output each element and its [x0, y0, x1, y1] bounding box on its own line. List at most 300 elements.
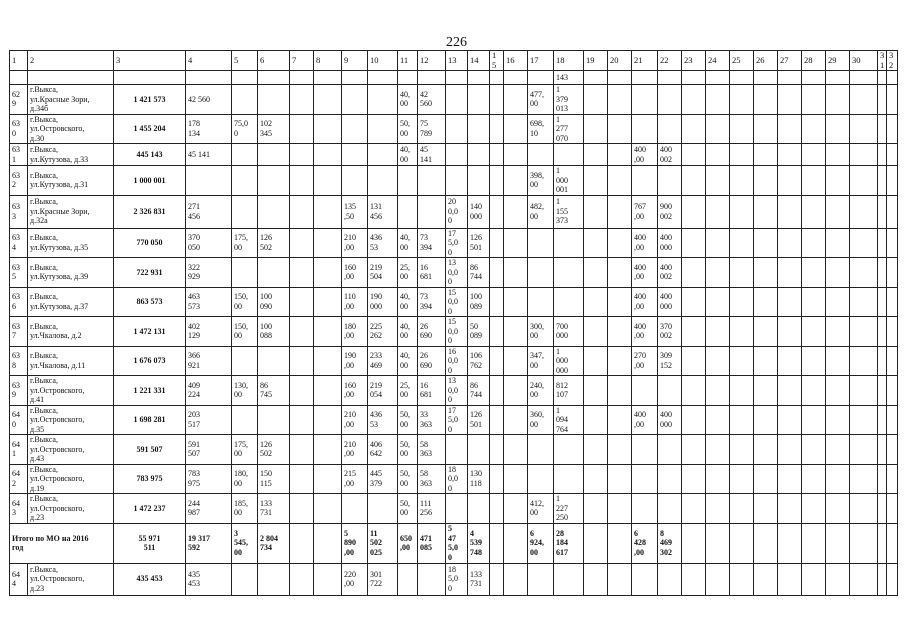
- value-cell: [682, 144, 706, 166]
- value-cell: [778, 195, 802, 228]
- value-cell: [584, 114, 608, 144]
- value-cell: [608, 195, 632, 228]
- value-cell: 406 642: [368, 435, 398, 465]
- value-cell: [584, 346, 608, 376]
- value-cell: 210 ,00: [342, 228, 368, 258]
- value-cell: [778, 317, 802, 347]
- value-cell: [490, 166, 504, 196]
- value-cell: [608, 85, 632, 115]
- value-cell: [887, 228, 898, 258]
- value-cell: [706, 195, 730, 228]
- value-cell: [878, 258, 887, 288]
- value-cell: 6 924, 00: [528, 523, 554, 563]
- value-cell: [826, 435, 850, 465]
- value-cell: 150, 00: [232, 317, 258, 347]
- value-cell: 19 317 592: [186, 523, 232, 563]
- value-cell: [468, 85, 490, 115]
- value-cell: [826, 287, 850, 317]
- column-header: 21: [632, 51, 658, 71]
- value-cell: [730, 464, 754, 494]
- value-cell: [608, 563, 632, 595]
- value-cell: [682, 258, 706, 288]
- value-cell: [504, 258, 528, 288]
- value-cell: [878, 195, 887, 228]
- value-cell: [778, 85, 802, 115]
- column-header: 2: [28, 51, 114, 71]
- value-cell: [850, 258, 878, 288]
- column-header: 28: [802, 51, 826, 71]
- value-cell: [490, 494, 504, 524]
- value-cell: [878, 144, 887, 166]
- value-cell: [778, 166, 802, 196]
- value-cell: [290, 144, 314, 166]
- value-cell: 28 184 617: [554, 523, 584, 563]
- value-cell: 178 134: [186, 114, 232, 144]
- total-row: [10, 523, 898, 563]
- value-cell: 18 0,0 0: [446, 464, 468, 494]
- value-cell: [802, 228, 826, 258]
- value-cell: [850, 523, 878, 563]
- row-number-cell: 63 4: [10, 228, 28, 258]
- value-cell: [468, 114, 490, 144]
- value-cell: [418, 166, 446, 196]
- value-cell: [258, 346, 290, 376]
- value-cell: 45 141: [418, 144, 446, 166]
- table-row: [10, 195, 898, 228]
- column-header: 19: [584, 51, 608, 71]
- value-cell: [258, 258, 290, 288]
- value-cell: [584, 195, 608, 228]
- column-header: 6: [258, 51, 290, 71]
- value-cell: [584, 376, 608, 406]
- value-cell: 133 731: [258, 494, 290, 524]
- value-cell: [186, 166, 232, 196]
- column-header: 23: [682, 51, 706, 71]
- value-cell: 16 0,0 0: [446, 346, 468, 376]
- value-cell: 1 277 070: [554, 114, 584, 144]
- value-cell: [490, 195, 504, 228]
- value-cell: [632, 435, 658, 465]
- value-cell: [682, 494, 706, 524]
- value-cell: [887, 144, 898, 166]
- value-cell: [706, 523, 730, 563]
- value-cell: [490, 85, 504, 115]
- value-cell: [658, 85, 682, 115]
- value-cell: [730, 523, 754, 563]
- row-number-cell: 64 1: [10, 435, 28, 465]
- value-cell: [658, 114, 682, 144]
- value-cell: 130 118: [468, 464, 490, 494]
- address-cell: г.Выкса, ул.Островского, д.30: [28, 114, 114, 144]
- value-cell: [706, 346, 730, 376]
- value-cell: [658, 563, 682, 595]
- value-cell: [887, 166, 898, 196]
- value-cell: [368, 71, 398, 85]
- value-cell: [730, 405, 754, 435]
- value-cell: [778, 144, 802, 166]
- value-cell: [887, 195, 898, 228]
- value-cell: [878, 228, 887, 258]
- value-cell: [887, 494, 898, 524]
- value-cell: [490, 563, 504, 595]
- value-cell: 471 085: [418, 523, 446, 563]
- value-cell: [878, 85, 887, 115]
- column-header: 11: [398, 51, 418, 71]
- value-cell: [632, 85, 658, 115]
- value-cell: 11 502 025: [368, 523, 398, 563]
- value-cell: 412, 00: [528, 494, 554, 524]
- value-cell: [778, 523, 802, 563]
- table-row: [10, 494, 898, 524]
- value-cell: [504, 346, 528, 376]
- value-cell: [730, 376, 754, 406]
- value-cell: 220 ,00: [342, 563, 368, 595]
- value-cell: [114, 71, 186, 85]
- value-cell: 50, 00: [398, 435, 418, 465]
- value-cell: 45 141: [186, 144, 232, 166]
- value-cell: [778, 228, 802, 258]
- value-cell: [490, 287, 504, 317]
- value-cell: 131 456: [368, 195, 398, 228]
- value-cell: [554, 563, 584, 595]
- value-cell: [608, 376, 632, 406]
- column-header: 18: [554, 51, 584, 71]
- value-cell: 26 690: [418, 317, 446, 347]
- value-cell: [342, 114, 368, 144]
- value-cell: 17 5,0 0: [446, 228, 468, 258]
- value-cell: [528, 228, 554, 258]
- value-cell: [290, 228, 314, 258]
- value-cell: 40, 00: [398, 317, 418, 347]
- value-cell: [446, 166, 468, 196]
- value-cell: 770 050: [114, 228, 186, 258]
- value-cell: [608, 346, 632, 376]
- value-cell: [850, 464, 878, 494]
- value-cell: [778, 464, 802, 494]
- value-cell: [608, 523, 632, 563]
- value-cell: [584, 494, 608, 524]
- value-cell: [584, 85, 608, 115]
- value-cell: [504, 563, 528, 595]
- value-cell: 812 107: [554, 376, 584, 406]
- value-cell: [528, 71, 554, 85]
- value-cell: 1 000 000: [554, 346, 584, 376]
- value-cell: [682, 435, 706, 465]
- value-cell: [658, 435, 682, 465]
- value-cell: 160 ,00: [342, 258, 368, 288]
- value-cell: 13 0,0 0: [446, 376, 468, 406]
- value-cell: 111 256: [418, 494, 446, 524]
- value-cell: [232, 166, 258, 196]
- value-cell: [754, 114, 778, 144]
- value-cell: [706, 166, 730, 196]
- value-cell: [584, 317, 608, 347]
- value-cell: 73 394: [418, 228, 446, 258]
- value-cell: [368, 494, 398, 524]
- value-cell: [528, 287, 554, 317]
- address-cell: г.Выкса, ул.Кутузова, д.37: [28, 287, 114, 317]
- value-cell: [802, 114, 826, 144]
- value-cell: [802, 166, 826, 196]
- value-cell: [730, 287, 754, 317]
- value-cell: [290, 258, 314, 288]
- value-cell: 100 088: [258, 317, 290, 347]
- value-cell: [682, 114, 706, 144]
- value-cell: [802, 144, 826, 166]
- value-cell: [878, 71, 887, 85]
- value-cell: [608, 71, 632, 85]
- value-cell: 767 ,00: [632, 195, 658, 228]
- value-cell: [730, 258, 754, 288]
- value-cell: [554, 228, 584, 258]
- value-cell: [878, 114, 887, 144]
- column-header: 1 5: [490, 51, 504, 71]
- value-cell: [802, 405, 826, 435]
- value-cell: 1 221 331: [114, 376, 186, 406]
- value-cell: [232, 144, 258, 166]
- row-number-cell: 63 6: [10, 287, 28, 317]
- value-cell: [446, 85, 468, 115]
- value-cell: 2 804 734: [258, 523, 290, 563]
- value-cell: [887, 405, 898, 435]
- value-cell: [706, 144, 730, 166]
- value-cell: [490, 71, 504, 85]
- value-cell: [314, 258, 342, 288]
- column-header: 16: [504, 51, 528, 71]
- value-cell: [584, 563, 608, 595]
- column-header: 22: [658, 51, 682, 71]
- address-cell: г.Выкса, ул.Островского, д.43: [28, 435, 114, 465]
- value-cell: 1 000 001: [114, 166, 186, 196]
- row-number-cell: 63 3: [10, 195, 28, 228]
- value-cell: [398, 195, 418, 228]
- row-number-cell: 64 3: [10, 494, 28, 524]
- value-cell: [314, 523, 342, 563]
- value-cell: 1 227 250: [554, 494, 584, 524]
- value-cell: [730, 71, 754, 85]
- value-cell: 1 379 013: [554, 85, 584, 115]
- value-cell: [554, 144, 584, 166]
- value-cell: [342, 494, 368, 524]
- value-cell: [878, 494, 887, 524]
- value-cell: 42 560: [418, 85, 446, 115]
- address-cell: [28, 71, 114, 85]
- table-row: [10, 464, 898, 494]
- table-row: [10, 114, 898, 144]
- value-cell: [258, 71, 290, 85]
- value-cell: 233 469: [368, 346, 398, 376]
- value-cell: [528, 563, 554, 595]
- value-cell: 160 ,00: [342, 376, 368, 406]
- value-cell: [850, 166, 878, 196]
- column-header: 27: [778, 51, 802, 71]
- value-cell: [778, 258, 802, 288]
- address-cell: г.Выкса, ул.Кутузова, д.35: [28, 228, 114, 258]
- column-header: 3: [114, 51, 186, 71]
- value-cell: 400 ,00: [632, 228, 658, 258]
- value-cell: 435 453: [114, 563, 186, 595]
- value-cell: 135 ,50: [342, 195, 368, 228]
- value-cell: [706, 464, 730, 494]
- value-cell: [584, 523, 608, 563]
- value-cell: [778, 346, 802, 376]
- value-cell: 3 545, 00: [232, 523, 258, 563]
- value-cell: [608, 405, 632, 435]
- value-cell: [368, 114, 398, 144]
- value-cell: [850, 195, 878, 228]
- column-header: 8: [314, 51, 342, 71]
- value-cell: [658, 494, 682, 524]
- value-cell: 400 000: [658, 287, 682, 317]
- value-cell: [850, 435, 878, 465]
- row-number-cell: 64 2: [10, 464, 28, 494]
- value-cell: [850, 71, 878, 85]
- value-cell: 180 ,00: [342, 317, 368, 347]
- value-cell: [730, 166, 754, 196]
- value-cell: [826, 346, 850, 376]
- value-cell: [887, 85, 898, 115]
- value-cell: 219 504: [368, 258, 398, 288]
- value-cell: [232, 346, 258, 376]
- value-cell: [490, 435, 504, 465]
- value-cell: [490, 523, 504, 563]
- value-cell: 271 456: [186, 195, 232, 228]
- value-cell: [632, 563, 658, 595]
- value-cell: [887, 464, 898, 494]
- value-cell: 900 002: [658, 195, 682, 228]
- value-cell: [754, 376, 778, 406]
- value-cell: [778, 405, 802, 435]
- row-number-cell: 63 8: [10, 346, 28, 376]
- value-cell: [850, 114, 878, 144]
- table-row: [10, 346, 898, 376]
- value-cell: [706, 228, 730, 258]
- row-number-cell: 62 9: [10, 85, 28, 115]
- value-cell: 591 507: [186, 435, 232, 465]
- value-cell: [258, 166, 290, 196]
- column-header: 4: [186, 51, 232, 71]
- value-cell: [258, 195, 290, 228]
- value-cell: [314, 144, 342, 166]
- value-cell: 20 0,0 0: [446, 195, 468, 228]
- value-cell: [554, 287, 584, 317]
- column-header: 25: [730, 51, 754, 71]
- value-cell: [878, 317, 887, 347]
- column-header: 10: [368, 51, 398, 71]
- value-cell: 58 363: [418, 464, 446, 494]
- value-cell: [584, 405, 608, 435]
- value-cell: [528, 464, 554, 494]
- address-cell: г.Выкса, ул.Красные Зори, д.32а: [28, 195, 114, 228]
- value-cell: [290, 287, 314, 317]
- value-cell: 40, 00: [398, 287, 418, 317]
- value-cell: [290, 317, 314, 347]
- value-cell: 42 560: [186, 85, 232, 115]
- value-cell: 58 363: [418, 435, 446, 465]
- value-cell: 8 469 302: [658, 523, 682, 563]
- value-cell: [754, 317, 778, 347]
- value-cell: [490, 317, 504, 347]
- value-cell: 26 690: [418, 346, 446, 376]
- column-header: 12: [418, 51, 446, 71]
- value-cell: [232, 195, 258, 228]
- value-cell: [706, 494, 730, 524]
- address-cell: г.Выкса, ул.Кутузова, д.33: [28, 144, 114, 166]
- value-cell: [802, 317, 826, 347]
- value-cell: [504, 195, 528, 228]
- value-cell: 400 002: [658, 144, 682, 166]
- value-cell: [682, 464, 706, 494]
- value-cell: [314, 464, 342, 494]
- value-cell: 40, 00: [398, 346, 418, 376]
- value-cell: [754, 85, 778, 115]
- value-cell: 50 089: [468, 317, 490, 347]
- value-cell: 13 0,0 0: [446, 258, 468, 288]
- column-header: 26: [754, 51, 778, 71]
- value-cell: [682, 376, 706, 406]
- value-cell: [528, 258, 554, 288]
- value-cell: [314, 166, 342, 196]
- value-cell: [290, 563, 314, 595]
- value-cell: [706, 435, 730, 465]
- value-cell: [290, 195, 314, 228]
- value-cell: [826, 71, 850, 85]
- value-cell: [754, 228, 778, 258]
- value-cell: [826, 317, 850, 347]
- value-cell: 75,0 0: [232, 114, 258, 144]
- value-cell: [490, 258, 504, 288]
- value-cell: [504, 464, 528, 494]
- row-number-cell: 64 0: [10, 405, 28, 435]
- value-cell: [258, 405, 290, 435]
- value-cell: [490, 464, 504, 494]
- value-cell: 40, 00: [398, 85, 418, 115]
- value-cell: [878, 405, 887, 435]
- column-header: 13: [446, 51, 468, 71]
- total-label-cell: Итого по МО на 2016 год: [10, 523, 114, 563]
- value-cell: [314, 435, 342, 465]
- value-cell: [887, 317, 898, 347]
- value-cell: [490, 405, 504, 435]
- value-cell: 722 931: [114, 258, 186, 288]
- value-cell: [232, 405, 258, 435]
- row-number-cell: [10, 71, 28, 85]
- value-cell: 126 501: [468, 405, 490, 435]
- value-cell: [528, 435, 554, 465]
- value-cell: [632, 494, 658, 524]
- value-cell: 50, 00: [398, 464, 418, 494]
- value-cell: [778, 563, 802, 595]
- value-cell: [584, 287, 608, 317]
- value-cell: [802, 464, 826, 494]
- value-cell: 190 ,00: [342, 346, 368, 376]
- value-cell: 436 53: [368, 228, 398, 258]
- value-cell: 2 326 831: [114, 195, 186, 228]
- value-cell: 400 ,00: [632, 144, 658, 166]
- value-cell: 126 502: [258, 435, 290, 465]
- value-cell: [398, 563, 418, 595]
- value-cell: [850, 405, 878, 435]
- value-cell: [584, 464, 608, 494]
- row-number-cell: 63 9: [10, 376, 28, 406]
- page-number: 226: [446, 35, 467, 50]
- value-cell: [887, 258, 898, 288]
- address-cell: г.Выкса, ул.Островского, д.23: [28, 563, 114, 595]
- value-cell: 366 921: [186, 346, 232, 376]
- value-cell: [658, 376, 682, 406]
- value-cell: 185, 00: [232, 494, 258, 524]
- column-header: 17: [528, 51, 554, 71]
